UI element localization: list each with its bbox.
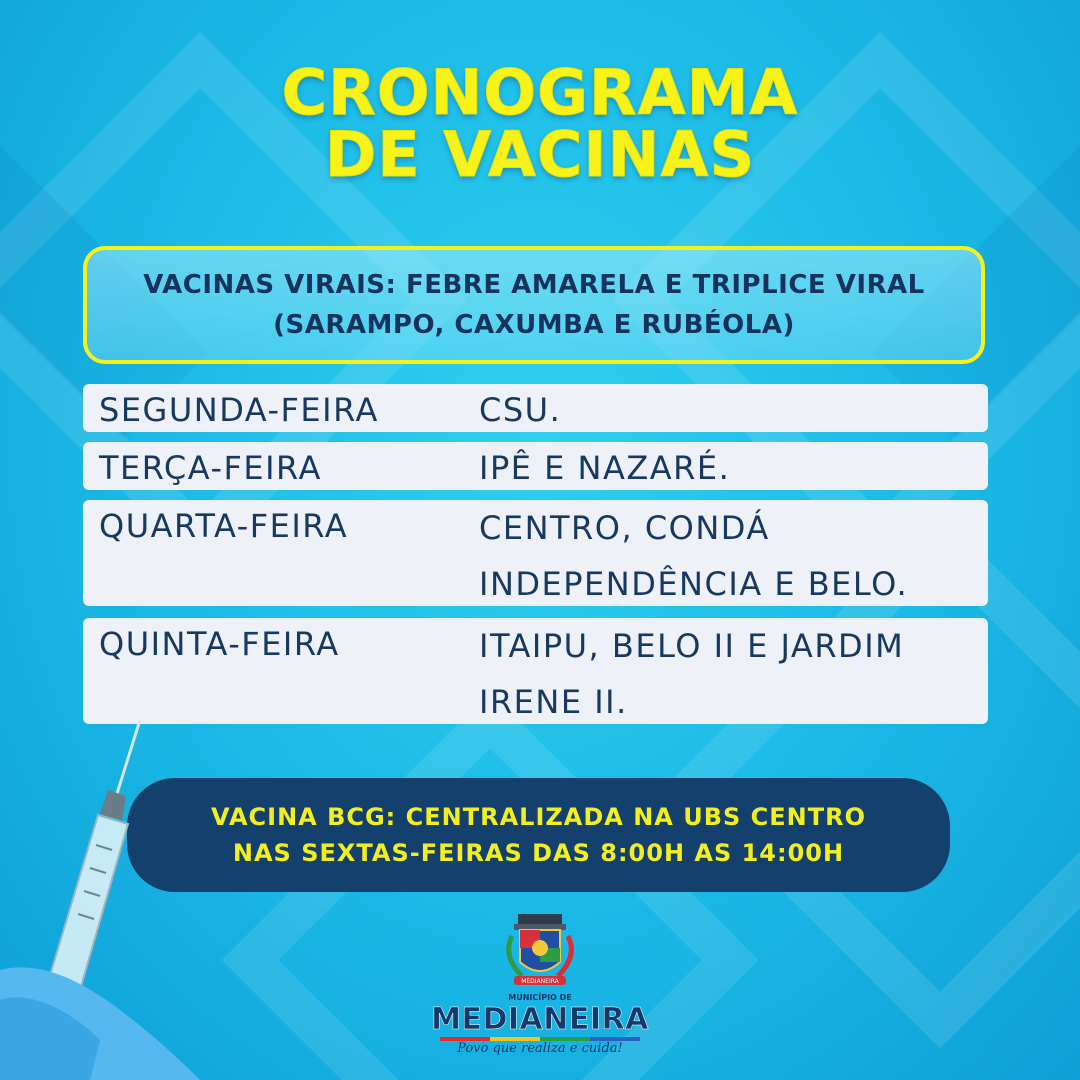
schedule-place-line: IPÊ E NAZARÉ. bbox=[479, 449, 731, 487]
logo-top-text: MUNICÍPIO DE bbox=[508, 993, 572, 1002]
svg-text:MEDIANEIRA: MEDIANEIRA bbox=[521, 978, 559, 985]
schedule-row-monday bbox=[83, 384, 988, 432]
schedule-day: QUINTA-FEIRA bbox=[99, 625, 340, 663]
schedule-place bbox=[479, 384, 561, 436]
schedule-place bbox=[479, 500, 908, 612]
logo-slogan: Povo que realiza e cuida! bbox=[457, 1041, 623, 1056]
schedule-place-line: CENTRO, CONDÁ bbox=[479, 509, 770, 547]
schedule-day: TERÇA-FEIRA bbox=[99, 449, 322, 487]
title-line-1: CRONOGRAMA bbox=[281, 56, 799, 129]
schedule-place bbox=[479, 442, 730, 494]
syringe-glove-illustration bbox=[0, 720, 200, 1080]
city-crest-icon bbox=[430, 910, 650, 994]
bcg-line-1: VACINA BCG: CENTRALIZADA NA UBS CENTRO bbox=[211, 803, 866, 831]
viral-vaccines-box bbox=[83, 246, 985, 364]
schedule-row-wednesday bbox=[83, 500, 988, 606]
viral-vaccines-line-2: (SARAMPO, CAXUMBA E RUBÉOLA) bbox=[273, 310, 795, 340]
bcg-line-2: NAS SEXTAS-FEIRAS DAS 8:00H AS 14:00H bbox=[232, 839, 845, 867]
schedule-row-thursday bbox=[83, 618, 988, 724]
title-line-2: DE VACINAS bbox=[324, 118, 756, 191]
bcg-vaccine-box bbox=[127, 778, 950, 892]
schedule-place-line: IRENE II. bbox=[479, 683, 628, 721]
schedule-place-line: INDEPENDÊNCIA E BELO. bbox=[479, 565, 909, 603]
schedule-row-tuesday bbox=[83, 442, 988, 490]
schedule-place-line: CSU. bbox=[479, 391, 562, 429]
schedule-place-line: ITAIPU, BELO II E JARDIM bbox=[479, 627, 905, 665]
page-title bbox=[0, 56, 1080, 191]
viral-vaccines-line-1: VACINAS VIRAIS: FEBRE AMARELA E TRIPLICE VIRAL bbox=[143, 270, 925, 300]
schedule-day: SEGUNDA-FEIRA bbox=[99, 391, 379, 429]
medianeira-logo bbox=[430, 910, 650, 1060]
schedule-day: QUARTA-FEIRA bbox=[99, 507, 349, 545]
logo-name: MEDIANEIRA bbox=[431, 1002, 649, 1037]
schedule-place bbox=[479, 618, 904, 730]
